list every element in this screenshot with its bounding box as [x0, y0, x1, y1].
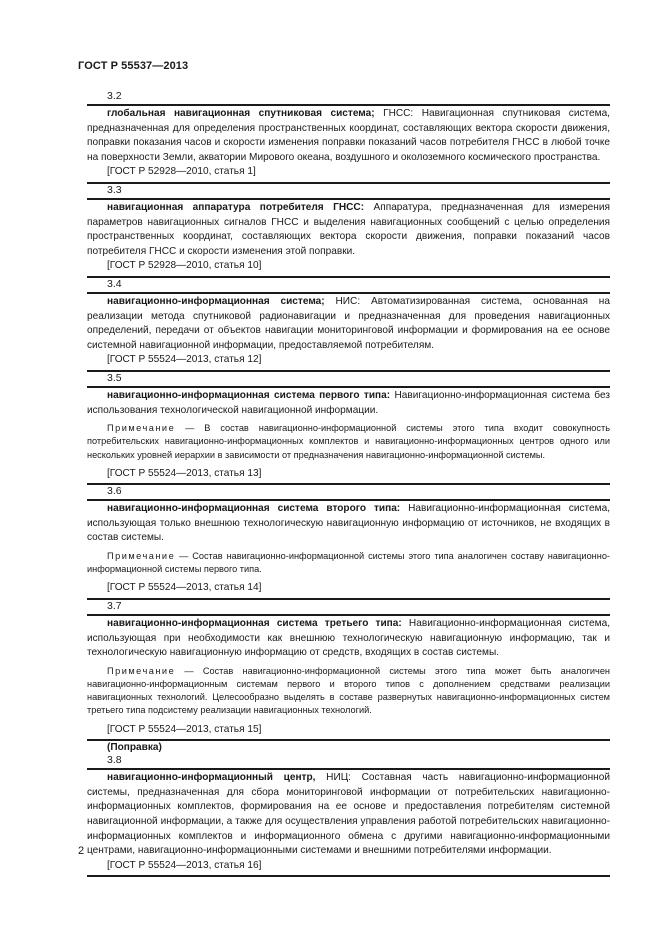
term-definition-text: ГНСС: Навигационная спутниковая система, предназначенная для определения пространственных координат, составляющих вектора скорости движения, поправки показания часов и скорости изменения поправки показаний часов потребителя ГНСС в любой точке на поверхности Земли, акватории Мирового океана, воздушного и околоземного космического пространства.	[87, 108, 610, 163]
term-entry	[87, 614, 610, 741]
term-entry	[87, 768, 610, 877]
term-definition-text: Аппаратура, предназначенная для измерения параметров навигационных сигналов ГНСС и выделения навигационных сообщений с целью определения пространственных координат, составляющих вектора скорости движения, поправки показаний часов потребителя ГНСС и скорости изменения этой поправки.	[87, 201, 610, 257]
term-note	[87, 422, 610, 462]
term-definition	[87, 295, 610, 353]
term-name: навигационно-информационная система;	[107, 295, 325, 307]
terms-list	[87, 90, 610, 877]
term-number: 3.4	[107, 277, 122, 290]
term-name: навигационно-информационная система третьего типа:	[107, 618, 402, 630]
term-reference: [ГОСТ Р 52928—2010, статья 1]	[107, 166, 256, 178]
term-name: навигационно-информационная система первого типа:	[107, 389, 391, 401]
term-definition-text: Навигационно-информационная система, использующая только внешнюю технологическую навигационную информацию от источников, не входящих в состав системы.	[87, 503, 610, 544]
term-note	[87, 550, 610, 576]
term-entry	[87, 198, 610, 278]
term-reference: [ГОСТ Р 55524—2013, статья 16]	[107, 859, 262, 871]
term-number: 3.6	[107, 485, 122, 498]
note-label: Примечание	[107, 665, 176, 676]
term-reference: [ГОСТ Р 55524—2013, статья 15]	[107, 723, 262, 735]
term-number: 3.7	[107, 600, 122, 613]
term-definition-text: Навигационно-информационная система, использующая при необходимости как внешнюю технологическую навигационную информацию, так и технологическую навигационную информацию от средств, входящих в состав системы.	[87, 618, 610, 659]
term-number: 3.3	[107, 183, 122, 196]
term-definition	[87, 771, 610, 859]
amendment-label: (Поправка)	[107, 742, 162, 754]
term-name: навигационная аппаратура потребителя ГНСС:	[107, 201, 365, 213]
term-number: 3.2	[107, 90, 122, 102]
note-text: — Состав навигационно-информационной системы этого типа аналогичен составу навигационно-информационной системы первого типа.	[87, 551, 610, 575]
term-reference: [ГОСТ Р 52928—2010, статья 10]	[107, 260, 262, 272]
note-label: Примечание	[107, 551, 176, 562]
term-reference: [ГОСТ Р 55524—2013, статья 14]	[107, 582, 262, 594]
term-name: навигационно-информационная система второго типа:	[107, 503, 401, 515]
term-note	[87, 665, 610, 718]
term-reference: [ГОСТ Р 55524—2013, статья 13]	[107, 467, 262, 479]
note-label: Примечание	[107, 423, 176, 434]
term-definition	[87, 617, 610, 661]
term-definition-text: Навигационно-информационная система без использования технологической навигационной информации.	[87, 389, 610, 416]
term-definition	[87, 389, 610, 418]
term-definition	[87, 502, 610, 546]
term-definition	[87, 107, 610, 165]
term-reference: [ГОСТ Р 55524—2013, статья 12]	[107, 354, 262, 366]
term-definition	[87, 201, 610, 259]
term-entry	[87, 499, 610, 600]
page-number: 2	[78, 845, 85, 857]
term-entry	[87, 292, 610, 372]
term-number: 3.8	[107, 754, 122, 767]
term-name: навигационно-информационный центр,	[107, 772, 316, 784]
term-name: глобальная навигационная спутниковая система;	[107, 108, 375, 119]
term-entry	[87, 104, 610, 184]
note-text: — В состав навигационно-информационной системы этого типа входит совокупность потребительских навигационно-информационных комплектов и навигационно-информационных центров одного или нескольких уровней иерархии в зависимости от предназначения навигационно-информационной системы.	[87, 423, 610, 460]
term-definition-text: НИЦ: Составная часть навигационно-информационной системы, предназначенная для сбора мониторинговой информации от потребительских навигационно-информационных комплектов, формирования на ее основе и предоставления потребителям системной навигационной информации, а также для осуществления управления работой потребительских навигационно-информационных комплектов и информационного обмена с другими навигационно-информационными центрами, навигационно-информационными системами и внешними потребителями информации.	[87, 772, 611, 857]
term-number: 3.5	[107, 371, 122, 384]
term-entry	[87, 386, 610, 485]
term-definition-text: НИС: Автоматизированная система, основанная на реализации метода спутниковой радионавигации и предназначенная для проведения навигационных определений, передачи от объектов навигации мониторинговой информации и формирования на ее основе системной навигационной информации, предоставляемой потребителям.	[87, 295, 610, 351]
document-header-title: ГОСТ Р 55537—2013	[78, 60, 189, 72]
note-text: — Состав навигационно-информационной системы этого типа может быть аналогичен навигационно-информационным системам первого и второго типов с дополнением средствами реализации навигационных технологий. Целесообразно выделять в составе развернутых навигационно-информационных систем третьего типа подсистему реализации навигационных технологий.	[87, 665, 610, 716]
